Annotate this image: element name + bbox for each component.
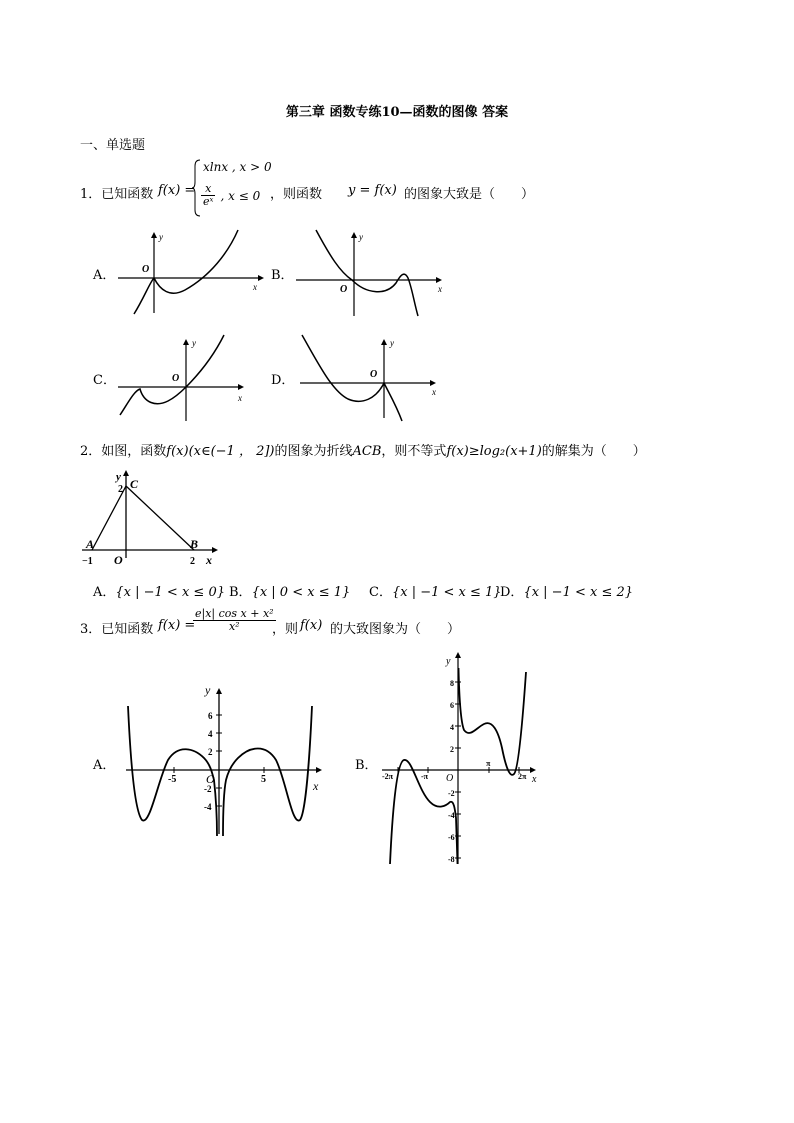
xtick-m5: -5 xyxy=(168,774,177,785)
x-label: x xyxy=(438,284,442,294)
q1-option-d-label[interactable]: D． xyxy=(271,373,295,388)
y2-label: 2 xyxy=(118,484,123,495)
x-arrow-icon xyxy=(430,380,436,386)
y-label: y xyxy=(359,232,363,242)
curve xyxy=(302,335,402,421)
ytick-m2: -2 xyxy=(204,784,212,794)
q3-suffix2: 的大致图象为（ ） xyxy=(330,622,461,637)
origin-label: O xyxy=(206,772,215,786)
xtick-pi: π xyxy=(486,759,491,768)
y-arrow-icon xyxy=(351,232,357,238)
q2-option-c-label: C． xyxy=(369,585,392,600)
ytick-2: 2 xyxy=(450,745,454,754)
curve-right xyxy=(223,706,312,836)
q2-text-ineq: f(x)≥log₂(x+1) xyxy=(446,444,542,459)
ytick-m4: -4 xyxy=(448,811,455,820)
x-label: x xyxy=(206,553,212,567)
y-arrow-icon xyxy=(123,470,129,476)
q1-y-eq: y = f(x) xyxy=(348,183,397,198)
ytick-m2: -2 xyxy=(448,789,455,798)
ytick-m6: -6 xyxy=(448,833,455,842)
q3-den: x² xyxy=(228,620,240,633)
xtick-2pi: 2π xyxy=(518,772,527,781)
ytick-6: 6 xyxy=(450,701,454,710)
origin-label: O xyxy=(142,264,150,275)
page-title: 第三章 函数专练10—函数的图像 答案 xyxy=(285,105,509,120)
xtick-mpi: -π xyxy=(421,772,429,781)
y-arrow-icon xyxy=(381,339,387,345)
xm1-label: −1 xyxy=(82,556,93,567)
q3-suffix: ，则 xyxy=(272,622,299,637)
x-arrow-icon xyxy=(238,384,244,390)
q1-graph-b[interactable] xyxy=(288,228,448,318)
q1-case2-cond: , x ≤ 0 xyxy=(220,189,261,203)
ytick-6: 6 xyxy=(208,711,213,721)
q2-option-a-label: A． xyxy=(93,585,116,600)
x-arrow-icon xyxy=(258,275,264,281)
q1-option-a-label[interactable]: A． xyxy=(93,268,116,283)
x-label: x xyxy=(313,779,319,793)
q3-fx2: f(x) xyxy=(300,618,323,633)
q1-option-c-label[interactable]: C． xyxy=(93,373,116,388)
q3-option-b-label[interactable]: B． xyxy=(355,758,378,773)
q1-prefix: 1．已知函数 xyxy=(80,187,154,202)
y-arrow-icon xyxy=(151,232,157,238)
q2-option-b-value: {x | 0 < x ≤ 1} xyxy=(251,585,351,600)
c-label: C xyxy=(130,477,139,491)
xtick-5: 5 xyxy=(261,774,266,785)
q1-graph-d[interactable] xyxy=(288,333,448,423)
q3-graph-b[interactable] xyxy=(378,650,543,868)
curve xyxy=(134,230,238,314)
ytick-4: 4 xyxy=(208,729,213,739)
y-label: y xyxy=(205,683,211,697)
y-arrow-icon xyxy=(455,652,461,658)
q1-option-b-label[interactable]: B． xyxy=(271,268,294,283)
q2-text-d: 的解集为（ ） xyxy=(541,444,646,459)
y-arrow-icon xyxy=(216,688,222,694)
x-arrow-icon xyxy=(436,277,442,283)
x-label: x xyxy=(532,774,537,785)
x2-label: 2 xyxy=(190,556,195,567)
q1-graph-a[interactable] xyxy=(110,228,270,318)
q2-option-a-value: {x | −1 < x ≤ 0} xyxy=(115,585,225,600)
b-label: B xyxy=(190,537,199,551)
a-label: A xyxy=(86,537,95,551)
q1-graph-c[interactable] xyxy=(110,333,270,423)
q3-fx: f(x) = xyxy=(158,618,196,633)
y-label: y xyxy=(446,656,451,667)
q1-case2-den: eˣ xyxy=(203,195,214,208)
q3-option-a-label[interactable]: A． xyxy=(93,758,116,773)
q2-stem xyxy=(80,440,646,459)
section-heading: 一、单选题 xyxy=(80,138,146,153)
q2-option-c-value: {x | −1 < x ≤ 1} xyxy=(391,585,502,600)
q2-text-a: 2．如图，函数 xyxy=(80,444,167,459)
y-label: y xyxy=(159,232,163,242)
q1-suffix: ，则函数 xyxy=(270,187,323,202)
q1-case1: xlnx , x > 0 xyxy=(203,160,272,174)
q3-fraction xyxy=(193,608,276,633)
y-label: y xyxy=(116,471,121,483)
x-label: x xyxy=(238,393,242,403)
q3-num: e|x| cos x + x² xyxy=(195,607,274,620)
q2-option-d[interactable] xyxy=(500,581,633,600)
o-label: O xyxy=(114,553,123,567)
q2-option-d-label: D． xyxy=(500,585,524,600)
curve-right xyxy=(459,668,527,775)
ytick-8: 8 xyxy=(450,679,454,688)
y-label: y xyxy=(192,338,196,348)
q2-text-c: ，则不等式 xyxy=(381,444,447,459)
q2-text-acb: ACB xyxy=(352,444,382,459)
q2-option-a[interactable] xyxy=(93,581,225,600)
q2-text-fx: f(x)(x∈(−1 ， 2]) xyxy=(166,444,275,459)
x-arrow-icon xyxy=(316,767,322,773)
ytick-4: 4 xyxy=(450,723,454,732)
curve-left xyxy=(128,706,217,836)
q2-figure xyxy=(78,468,228,570)
q1-fx: f(x) = xyxy=(158,183,196,198)
origin-label: O xyxy=(340,284,348,295)
xtick-m2pi: -2π xyxy=(382,772,394,781)
ytick-m4: -4 xyxy=(204,802,212,812)
y-arrow-icon xyxy=(183,339,189,345)
q3-prefix: 3．已知函数 xyxy=(80,622,154,637)
x-label: x xyxy=(432,387,436,397)
x-label: x xyxy=(253,282,257,292)
q2-option-c[interactable] xyxy=(369,581,502,600)
curve xyxy=(316,230,418,316)
polyline-acb xyxy=(92,486,194,550)
q2-option-d-value: {x | −1 < x ≤ 2} xyxy=(523,585,634,600)
q2-option-b-label: B． xyxy=(229,585,252,600)
q1-case2-num: x xyxy=(201,183,215,196)
y-label: y xyxy=(390,338,394,348)
origin-label: O xyxy=(172,373,180,384)
q2-option-b[interactable] xyxy=(229,581,350,600)
q2-text-b: 的图象为折线 xyxy=(274,444,353,459)
q1-suffix2: 的图象大致是（ ） xyxy=(404,187,535,202)
x-arrow-icon xyxy=(212,547,218,553)
x-arrow-icon xyxy=(530,767,536,773)
origin-label: O xyxy=(370,369,378,380)
q3-graph-a[interactable] xyxy=(120,680,335,840)
ytick-2: 2 xyxy=(208,747,213,757)
q1-case2 xyxy=(201,183,260,208)
ytick-m8: -8 xyxy=(448,855,455,864)
origin-label: O xyxy=(446,773,454,784)
